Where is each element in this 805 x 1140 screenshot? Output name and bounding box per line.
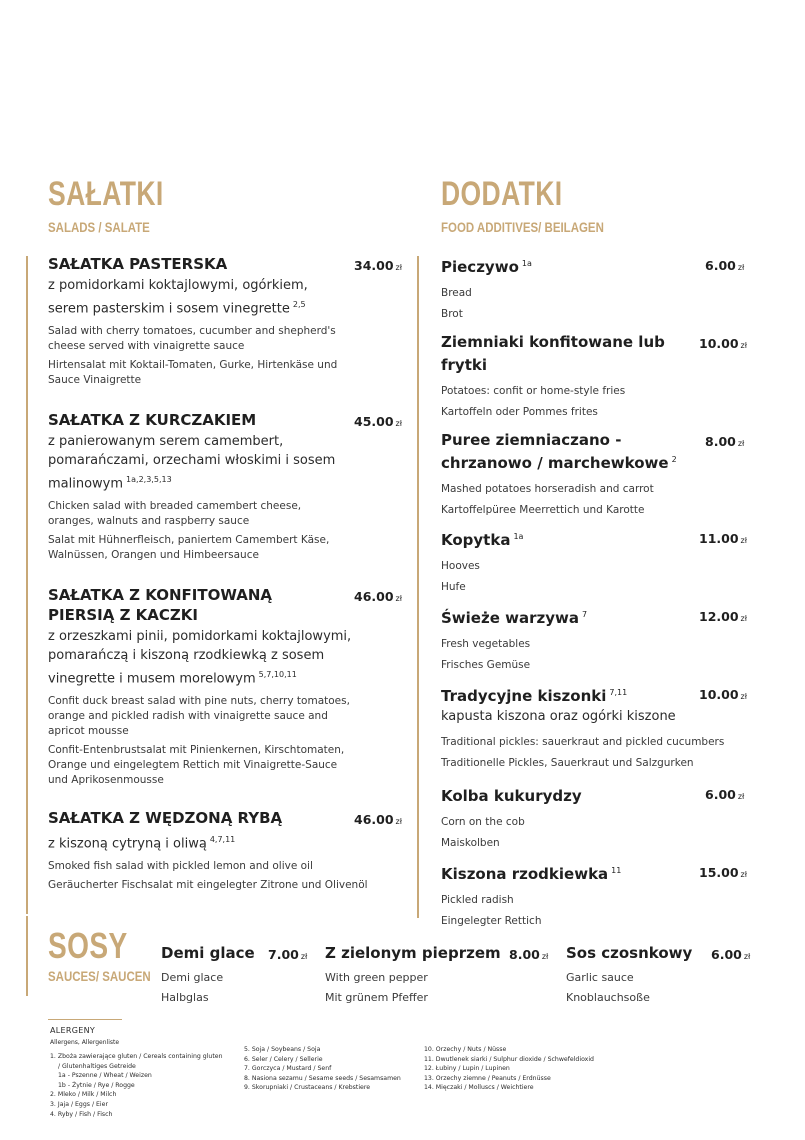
salad-price: 45.00 zł (354, 414, 403, 429)
sides-title: DODATKI (441, 175, 563, 213)
side-desc-de: Maiskolben (441, 837, 500, 849)
salad-desc-en: Salad with cherry tomatoes, cucumber and shepherd's cheese served with vinaigrette sauce (48, 325, 336, 353)
side-name: Tradycyjne kiszonki $^{7,11}$ (441, 687, 628, 705)
sauce-item (161, 944, 306, 1008)
salad-name: SAŁATKA Z KONFITOWANĄ PIERSIĄ Z KACZKI (48, 586, 272, 624)
side-item (441, 332, 746, 423)
sauce-price: 6.00 zł (711, 947, 751, 962)
allergen-codes: 11 (611, 866, 622, 875)
side-desc-de: Hufe (441, 581, 466, 593)
side-name: Kiszona rzodkiewka $^{11}$ (441, 865, 622, 883)
salad-name: SAŁATKA PASTERSKA (48, 255, 228, 273)
allergen-entry: 1a - Pszenne / Wheat / Weizen (58, 1072, 152, 1080)
allergen-entry: 8. Nasiona sezamu / Sesame seeds / Sesamsamen (244, 1074, 401, 1082)
side-price: 12.00 zł (699, 609, 748, 624)
salad-desc-pl: z panierowanym serem camembert, pomarańczami, orzechami włoskimi i sosem malinowym $^{1a,2,3,5,13}$ (48, 434, 336, 492)
salad-desc-de: Salat mit Hühnerfleisch, paniertem Camembert Käse, Walnüssen, Orangen und Himbeersauce (48, 534, 330, 562)
side-desc-en: Pickled radish (441, 894, 514, 906)
side-desc-de: Brot (441, 308, 463, 320)
salad-item (48, 410, 403, 563)
salad-item (48, 808, 403, 893)
sauce-name: Z zielonym pieprzem (325, 944, 501, 962)
allergen-entry: 14. Mięczaki / Molluscs / Weichtiere (424, 1084, 534, 1092)
allergens-divider (48, 1019, 122, 1020)
allergen-entry: 3. Jaja / Eggs / Eier (50, 1100, 109, 1108)
side-desc-en: Mashed potatoes horseradish and carrot (441, 483, 654, 495)
side-price: 6.00 zł (705, 258, 745, 273)
sauce-desc-en: Garlic sauce (566, 971, 634, 984)
allergens-subtitle: Allergens, Allergenliste (50, 1039, 120, 1046)
sauce-name: Sos czosnkowy (566, 944, 693, 962)
allergen-entry: 6. Seler / Celery / Sellerie (244, 1055, 323, 1063)
allergens-col-3 (424, 1045, 594, 1093)
side-item (441, 861, 746, 932)
side-price: 15.00 zł (699, 865, 748, 880)
allergen-codes: 1a (521, 259, 532, 268)
salad-name: SAŁATKA Z WĘDZONĄ RYBĄ (48, 809, 283, 827)
sides-divider (417, 256, 419, 918)
allergen-entry: 11. Dwutlenek siarki / Sulphur dioxide / Schwefeldioxid (424, 1055, 594, 1063)
salad-item (48, 254, 403, 388)
side-name: Kolba kukurydzy (441, 787, 582, 805)
allergen-entry: 13. Orzechy ziemne / Peanuts / Erdnüsse (424, 1074, 551, 1082)
allergen-entry: 10. Orzechy / Nuts / Nüsse (424, 1046, 507, 1053)
salad-price: 46.00 zł (354, 589, 403, 604)
salad-desc-de: Hirtensalat mit Koktail-Tomaten, Gurke, Hirtenkäse und Sauce Vinaigrette (48, 359, 338, 387)
side-desc-en: Potatoes: confit or home-style fries (441, 385, 626, 397)
side-price: 8.00 zł (705, 434, 745, 449)
salad-desc-de: Geräucherter Fischsalat mit eingelegter Zitrone und Olivenöl (48, 879, 368, 892)
sauce-desc-de: Halbglas (161, 991, 209, 1004)
side-desc-de: Traditionelle Pickles, Sauerkraut und Salzgurken (441, 757, 694, 769)
side-desc-en: Fresh vegetables (441, 638, 531, 650)
allergen-codes: 1a,2,3,5,13 (126, 475, 172, 484)
side-item (441, 430, 746, 521)
allergen-codes: 2,5 (292, 300, 306, 309)
sauces-divider (26, 916, 28, 996)
side-item (441, 683, 746, 774)
allergen-entry: 1. Zboża zawierające gluten / Cereals containing gluten (50, 1053, 223, 1060)
allergen-codes: 7 (581, 610, 588, 619)
allergen-entry: 4. Ryby / Fish / Fisch (50, 1110, 113, 1118)
allergen-entry: 1b - Żytnie / Rye / Rogge (58, 1081, 135, 1089)
side-price: 6.00 zł (705, 787, 745, 802)
salad-desc-en: Chicken salad with breaded camembert cheese, oranges, walnuts and raspberry sauce (48, 500, 302, 528)
salad-desc-pl: z orzeszkami pinii, pomidorkami koktajlowymi, pomarańczą i kiszoną rzodkiewką z sosem vinegrette i musem morelowym $^{5,7,10,11}$ (48, 629, 352, 687)
side-desc-de: Frisches Gemüse (441, 659, 531, 671)
allergen-entry: 12. Łubiny / Lupin / Lupinen (424, 1065, 510, 1073)
sauce-desc-en: Demi glace (161, 971, 224, 984)
sauces-title: SOSY (48, 925, 128, 966)
sauce-name: Demi glace (161, 944, 255, 962)
allergen-entry: 5. Soja / Soybeans / Soja (244, 1046, 321, 1053)
allergen-codes: 7,11 (609, 688, 628, 697)
salad-name: SAŁATKA Z KURCZAKIEM (48, 411, 257, 429)
allergens-title: ALERGENY (50, 1026, 96, 1035)
side-price: 10.00 zł (699, 336, 748, 351)
side-name: Pieczywo $^{1a}$ (441, 258, 532, 276)
side-item (441, 527, 746, 598)
side-name: Świeże warzywa $^7$ (441, 609, 588, 627)
sauce-price: 8.00 zł (509, 947, 549, 962)
salad-item (48, 585, 403, 788)
allergens-col-1 (50, 1052, 223, 1119)
salad-desc-pl: z pomidorkami koktajlowymi, ogórkiem, serem pasterskim i sosem vinegrette $^{2,5}$ (48, 278, 308, 317)
salads-divider (26, 256, 28, 914)
salads-title: SAŁATKI (48, 175, 164, 213)
sides-subtitle: FOOD ADDITIVES/ BEILAGEN (441, 219, 604, 235)
sauces-subtitle: SAUCES/ SAUCEN (48, 968, 151, 984)
sauce-desc-de: Mit grünem Pfeffer (325, 991, 428, 1004)
side-desc-de: Kartoffelpüree Meerrettich und Karotte (441, 504, 645, 516)
allergen-entry: 2. Mleko / Milk / Milch (50, 1091, 117, 1099)
side-item (441, 254, 746, 325)
salad-desc-en: Smoked fish salad with pickled lemon and olive oil (48, 860, 313, 873)
side-desc-de: Eingelegter Rettich (441, 915, 542, 927)
side-desc-en: Hooves (441, 560, 480, 572)
allergen-entry: 7. Gorczyca / Mustard / Senf (244, 1065, 332, 1073)
side-desc-de: Kartoffeln oder Pommes frites (441, 406, 598, 418)
side-price: 11.00 zł (699, 531, 748, 546)
side-desc-pl: kapusta kiszona oraz ogórki kiszone (441, 709, 676, 724)
salad-desc-de: Confit-Entenbrustsalat mit Pinienkernen, Kirschtomaten, Orange und eingelegtem Rettich mit Vinaigrette-Sauce und Aprikosenmousse (48, 744, 345, 787)
side-name: Puree ziemniaczano - chrzanowo / marchewkowe $^2$ (441, 431, 677, 472)
sauce-item (566, 944, 751, 1008)
salads-subtitle: SALADS / SALATE (48, 219, 150, 235)
sauce-desc-en: With green pepper (325, 971, 428, 984)
side-desc-en: Traditional pickles: sauerkraut and pickled cucumbers (441, 736, 725, 748)
sauce-desc-de: Knoblauchsoße (566, 991, 650, 1004)
salad-desc-pl: z kiszoną cytryną i oliwą $^{4,7,11}$ (48, 835, 236, 852)
salad-desc-en: Confit duck breast salad with pine nuts, cherry tomatoes, orange and pickled radish with vinaigrette sauce and apricot mousse (48, 695, 350, 738)
allergen-codes: 5,7,10,11 (258, 670, 297, 679)
side-item (441, 605, 746, 676)
side-desc-en: Bread (441, 287, 472, 299)
salad-price: 34.00 zł (354, 258, 403, 273)
side-desc-en: Corn on the cob (441, 816, 525, 828)
side-name: Kopytka $^{1a}$ (441, 531, 524, 549)
sauce-item (325, 944, 550, 1008)
side-item (441, 783, 746, 854)
salad-price: 46.00 zł (354, 812, 403, 827)
allergens-col-2 (244, 1045, 401, 1093)
allergen-entry: / Glutenhaltiges Getreide (58, 1062, 136, 1070)
allergen-codes: 4,7,11 (209, 835, 236, 844)
sauce-price: 7.00 zł (268, 947, 308, 962)
side-price: 10.00 zł (699, 687, 748, 702)
allergen-codes: 1a (513, 532, 524, 541)
allergen-entry: 9. Skorupniaki / Crustaceans / Krebstiere (244, 1084, 371, 1092)
side-name: Ziemniaki konfitowane lub frytki (441, 333, 665, 374)
allergen-codes: 2 (671, 455, 677, 464)
